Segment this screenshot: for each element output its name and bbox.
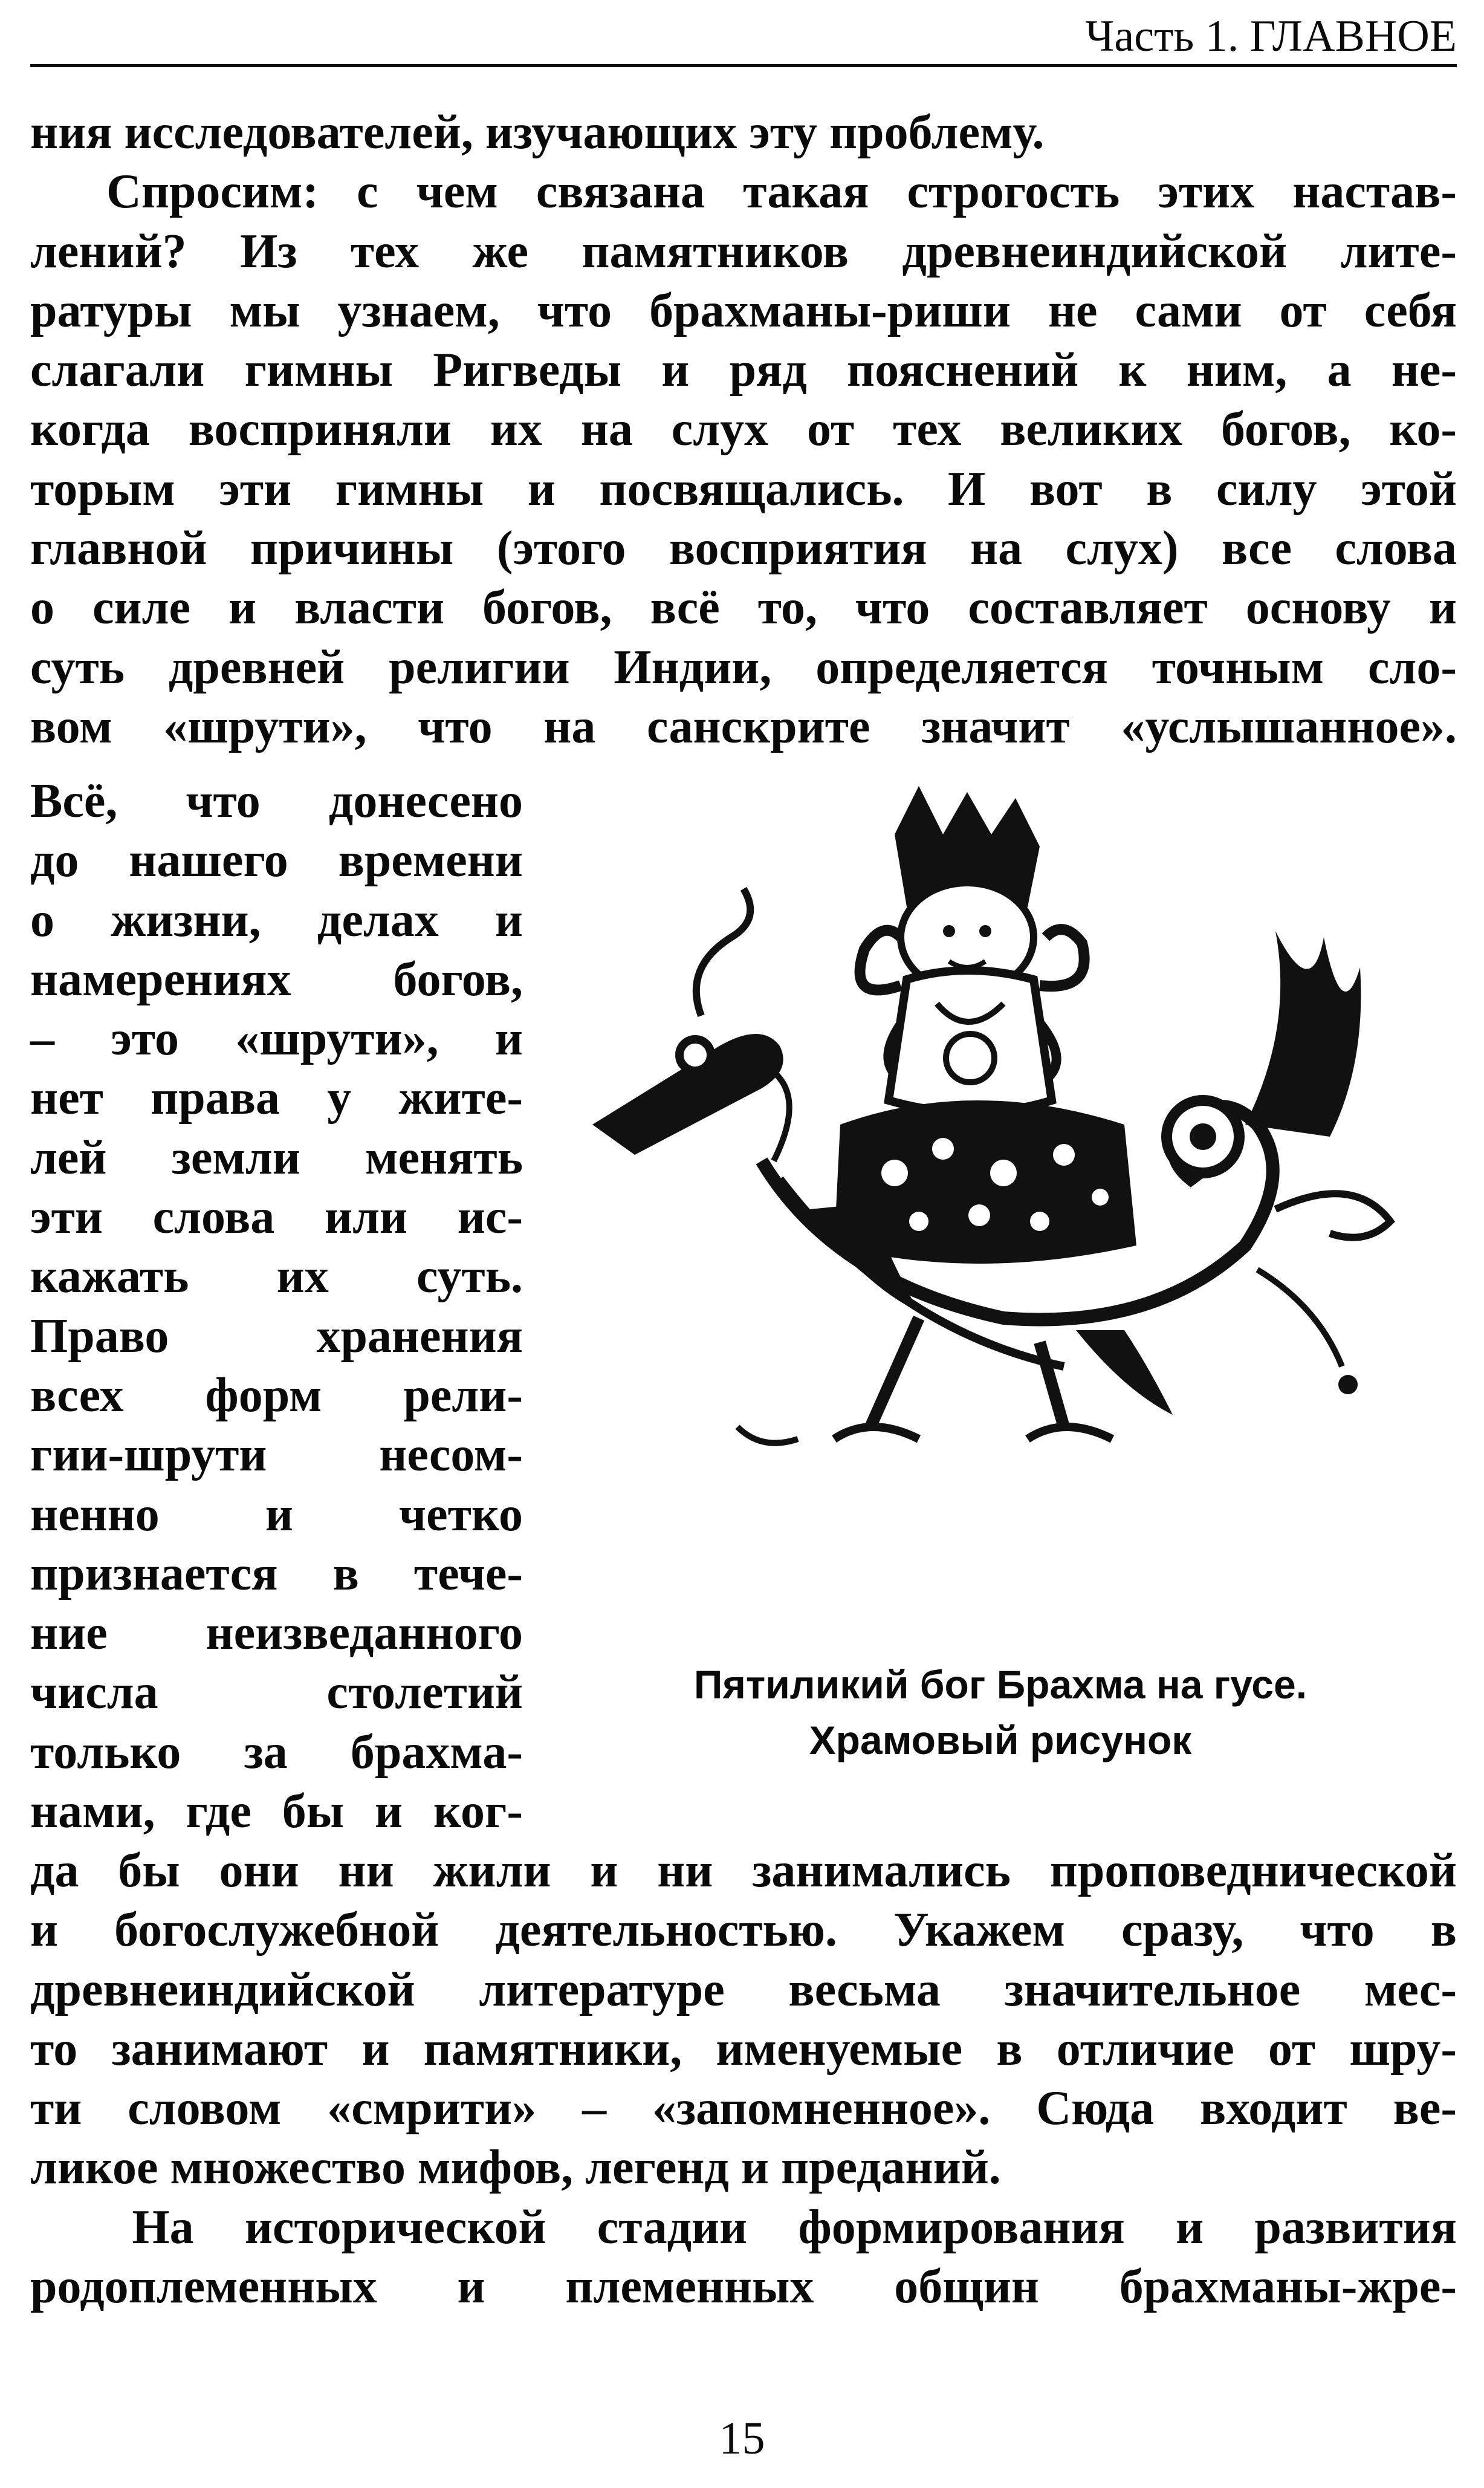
- text-line: только за брахма-: [30, 1725, 523, 1779]
- text-line: нет права у жите-: [30, 1071, 523, 1125]
- text-line: ния исследователей, изучающих эту проблему.: [30, 106, 1045, 159]
- text-line: главной причины (этого восприятия на слух) все слова: [30, 522, 1457, 576]
- text-line: о силе и власти богов, всё то, что составляет основу и: [30, 581, 1457, 635]
- text-line: ликое множество мифов, легенд и преданий.: [30, 2141, 1001, 2195]
- text-line: вом «шрути», что на санскрите значит «услышанное».: [30, 700, 1457, 753]
- text-line: лений? Из тех же памятников древнеиндийской лите-: [30, 224, 1457, 278]
- paragraph-top: [30, 103, 1457, 756]
- text-line: торым эти гимны и посвящались. И вот в силу этой: [30, 462, 1457, 516]
- text-line: ненно и четко: [30, 1487, 523, 1541]
- text-line: родоплеменных и племенных общин брахманы-жре-: [30, 2260, 1457, 2314]
- text-line: да бы они ни жили и ни занимались проповеднической: [30, 1844, 1457, 1897]
- text-line: и богослужебной деятельностью. Укажем сразу, что в: [30, 1903, 1457, 1957]
- text-line: ратуры мы узнаем, что брахманы-риши не сами от себя: [30, 284, 1457, 337]
- caption-line: Пятиликий бог Брахма на гусе.: [693, 1662, 1307, 1707]
- text-line: эти слова или ис-: [30, 1190, 523, 1244]
- text-line: слагали гимны Ригведы и ряд пояснений к ним, а не-: [30, 343, 1457, 397]
- brahma-on-goose-illustration: [580, 786, 1457, 1602]
- text-line: когда восприняли их на слух от тех великих богов, ко-: [30, 403, 1457, 456]
- text-line: о жизни, делах и: [30, 893, 523, 947]
- text-line: гии-шрути несом-: [30, 1428, 523, 1482]
- text-line: Право хранения: [30, 1309, 523, 1363]
- text-line: признается в тече-: [30, 1547, 523, 1600]
- text-line: Спросим: с чем связана такая строгость этих настав-: [30, 165, 1457, 219]
- text-line: нами, где бы и ког-: [30, 1785, 523, 1839]
- figure-caption: [580, 1657, 1421, 1768]
- text-line: – это «шрути», и: [30, 1012, 523, 1066]
- text-line: суть древней религии Индии, определяется точным сло-: [30, 640, 1457, 694]
- text-line: лей земли менять: [30, 1131, 523, 1184]
- paragraph-bottom: [30, 1841, 1457, 2316]
- text-line: Всё, что донесено: [30, 775, 523, 828]
- header-title: Часть 1. ГЛАВНОЕ: [1085, 11, 1457, 61]
- text-line: ти словом «смрити» – «запомненное». Сюда входит ве-: [30, 2082, 1457, 2136]
- text-line: числа столетий: [30, 1666, 523, 1720]
- caption-line: Храмовый рисунок: [809, 1718, 1192, 1762]
- text-line: ние неизведанного: [30, 1606, 523, 1660]
- text-line: На исторической стадии формирования и развития: [30, 2200, 1457, 2254]
- text-line: древнеиндийской литературе весьма значительное мес-: [30, 1963, 1457, 2016]
- text-line: всех форм рели-: [30, 1368, 523, 1422]
- text-line: до нашего времени: [30, 834, 523, 888]
- text-line: намерениях богов,: [30, 952, 523, 1006]
- text-line: кажать их суть.: [30, 1250, 523, 1304]
- text-line: то занимают и памятники, именуемые в отличие от шру-: [30, 2022, 1457, 2076]
- page-number: 15: [719, 2413, 765, 2464]
- paragraph-narrow: [30, 771, 523, 1841]
- running-header: [30, 4, 1457, 67]
